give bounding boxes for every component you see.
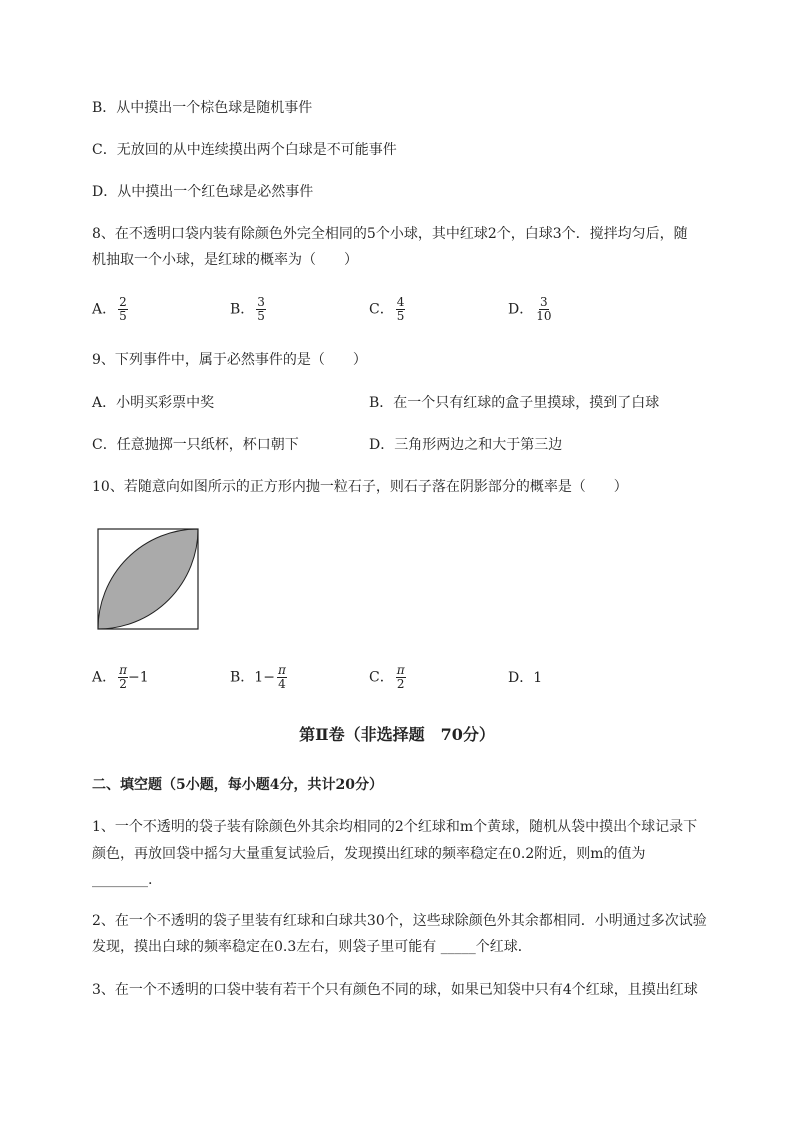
section2-title: 二、填空题（5小题，每小题4分，共计20分） — [92, 777, 383, 793]
numerator: 3 — [257, 295, 265, 309]
q9-option-d: D．三角形两边之和大于第三边 — [369, 437, 563, 453]
q8-option-c — [369, 296, 405, 323]
pi-symbol: π — [277, 663, 286, 677]
fraction — [396, 296, 406, 323]
denominator: 2 — [396, 677, 405, 691]
fraction — [256, 296, 266, 323]
q10-option-d: D．1 — [508, 670, 543, 686]
fraction — [118, 296, 128, 323]
fill3-line1: 3、在一个不透明的口袋中装有若干个只有颜色不同的球，如果已知袋中只有4个红球，且摸出红球 — [92, 982, 698, 998]
q10-stem: 10、若随意向如图所示的正方形内抛一粒石子，则石子落在阴影部分的概率是（ ） — [92, 479, 628, 495]
shaded-region — [98, 529, 198, 629]
denominator: 2 — [119, 677, 127, 691]
fill1-line2: 颜色，再放回袋中摇匀大量重复试验后，发现摸出红球的频率稳定在0.2附近，则m的值为 — [92, 846, 646, 862]
option-label: A． — [92, 669, 117, 686]
numerator — [277, 664, 287, 678]
fill1-line3: ________. — [92, 872, 153, 888]
numerator: 4 — [396, 295, 405, 309]
denominator: 4 — [278, 677, 286, 691]
q9-option-c: C．任意抛掷一只纸杯，杯口朝下 — [92, 437, 299, 453]
q10-figure — [96, 527, 200, 635]
q8-option-b — [230, 296, 266, 323]
pi-symbol: π — [396, 663, 405, 677]
option-tail: −1 — [128, 669, 149, 686]
square-with-leaf-diagram — [96, 527, 200, 631]
q8-option-a — [92, 296, 128, 323]
pi-symbol: π — [119, 663, 128, 677]
option-label: B．1− — [230, 669, 275, 686]
q8-stem-line1: 8、在不透明口袋内装有除颜色外完全相同的5个小球，其中红球2个，白球3个．搅拌均匀后，随 — [92, 226, 688, 242]
denominator: 5 — [257, 309, 265, 323]
fraction — [535, 296, 552, 323]
numerator — [118, 664, 128, 678]
option-label: C． — [369, 301, 394, 318]
q10-option-b — [230, 664, 287, 691]
denominator: 10 — [536, 309, 552, 323]
option-label: D． — [508, 301, 534, 318]
q8-stem-line2: 机抽取一个小球，是红球的概率为（ ） — [92, 252, 358, 268]
q7-option-c: C．无放回的从中连续摸出两个白球是不可能事件 — [92, 142, 397, 158]
fraction — [118, 664, 128, 691]
denominator: 5 — [119, 309, 127, 323]
fill2-line1: 2、在一个不透明的袋子里装有红球和白球共30个，这些球除颜色外其余都相同．小明通过多次试验 — [92, 913, 707, 929]
q9-option-a: A．小明买彩票中奖 — [92, 395, 215, 411]
q9-stem: 9、下列事件中，属于必然事件的是（ ） — [92, 352, 367, 368]
q8-option-d — [508, 296, 553, 323]
option-label: B． — [230, 301, 255, 318]
numerator: 2 — [119, 295, 127, 309]
fraction — [396, 664, 406, 691]
q9-option-b: B．在一个只有红球的盒子里摸球，摸到了白球 — [369, 395, 660, 411]
fraction — [277, 664, 287, 691]
fill1-line1: 1、一个不透明的袋子装有除颜色外其余均相同的2个红球和m个黄球，随机从袋中摸出个球记录下 — [92, 819, 698, 835]
numerator — [396, 664, 406, 678]
numerator: 3 — [540, 295, 548, 309]
q7-option-d: D．从中摸出一个红色球是必然事件 — [92, 184, 314, 200]
q7-option-b: B．从中摸出一个棕色球是随机事件 — [92, 100, 313, 116]
fill2-line2: 发现，摸出白球的频率稳定在0.3左右，则袋子里可能有 _____个红球． — [92, 939, 532, 955]
denominator: 5 — [396, 309, 405, 323]
q10-option-c — [369, 664, 406, 691]
option-label: A． — [92, 301, 117, 318]
part2-heading: 第Ⅱ卷（非选择题 70分） — [299, 725, 495, 744]
option-label: C． — [369, 669, 394, 686]
q10-option-a — [92, 664, 149, 691]
